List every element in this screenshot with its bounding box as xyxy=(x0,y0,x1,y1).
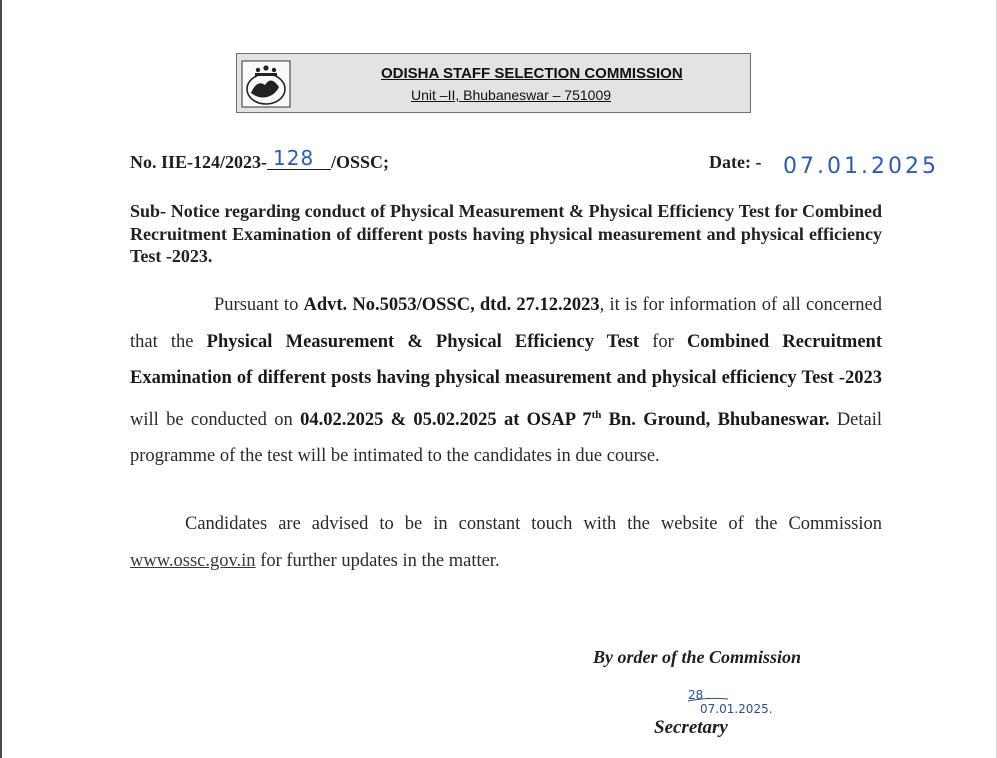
p1-text-2: , it is for information of all concerned that the xyxy=(130,295,882,352)
designation: Secretary xyxy=(654,717,728,738)
handwritten-reference-number: 128 xyxy=(273,146,315,170)
p1-text-3: for xyxy=(639,331,687,352)
handwritten-date: 07.01.2025 xyxy=(783,154,939,179)
venue-name: Bn. Ground, Bhubaneswar. xyxy=(601,409,830,430)
reference-prefix: No. IIE-124/2023- xyxy=(130,152,268,172)
venue-ordinal-suffix: th xyxy=(591,408,602,421)
test-name: Physical Measurement & Physical Efficiency Test xyxy=(206,331,640,352)
p2-text-1: Candidates are advised to be in constant touch with the website of the Commission xyxy=(185,514,882,534)
body-paragraph-2 xyxy=(130,506,882,579)
advt-reference: Advt. No.5053/OSSC, dtd. 27.12.2023 xyxy=(303,295,600,315)
reference-suffix: /OSSC; xyxy=(331,152,390,172)
p1-text-1: Pursuant to xyxy=(214,295,304,315)
org-name: ODISHA STAFF SELECTION COMMISSION xyxy=(381,65,683,82)
p1-text-4: will be conducted on xyxy=(130,409,301,430)
scan-left-edge xyxy=(0,0,2,758)
subject-line: Sub- Notice regarding conduct of Physical Measurement & Physical Efficiency Test for Combined Recruitment Examination of different posts having physical measurement and physical efficiency Test -2023. xyxy=(130,201,882,266)
test-dates-venue: 04.02.2025 & 05.02.2025 at OSAP 7 xyxy=(300,409,592,430)
signature-date: 07.01.2025. xyxy=(700,702,773,716)
p1-text-5: Detail programme of the test will be intimated to the candidates in due course. xyxy=(130,409,883,467)
p2-text-2: for further updates in the matter. xyxy=(255,550,500,571)
exam-name: Combined Recruitment Examination of different posts having physical measurement and physical efficiency Test -2023 xyxy=(130,331,882,388)
handwritten-signature xyxy=(686,686,796,716)
date-label: Date: - xyxy=(709,152,762,172)
signature-initials: 28 xyxy=(688,688,704,702)
state-emblem-icon xyxy=(241,60,291,108)
order-text: By order of the Commission xyxy=(593,647,802,667)
reference-blank xyxy=(267,146,331,170)
org-address: Unit –II, Bhubaneswar – 751009 xyxy=(411,87,612,103)
letterhead xyxy=(236,53,751,113)
website-link[interactable]: www.ossc.gov.in xyxy=(130,550,256,571)
body-paragraph-1 xyxy=(130,287,882,475)
reference-number xyxy=(130,146,390,173)
